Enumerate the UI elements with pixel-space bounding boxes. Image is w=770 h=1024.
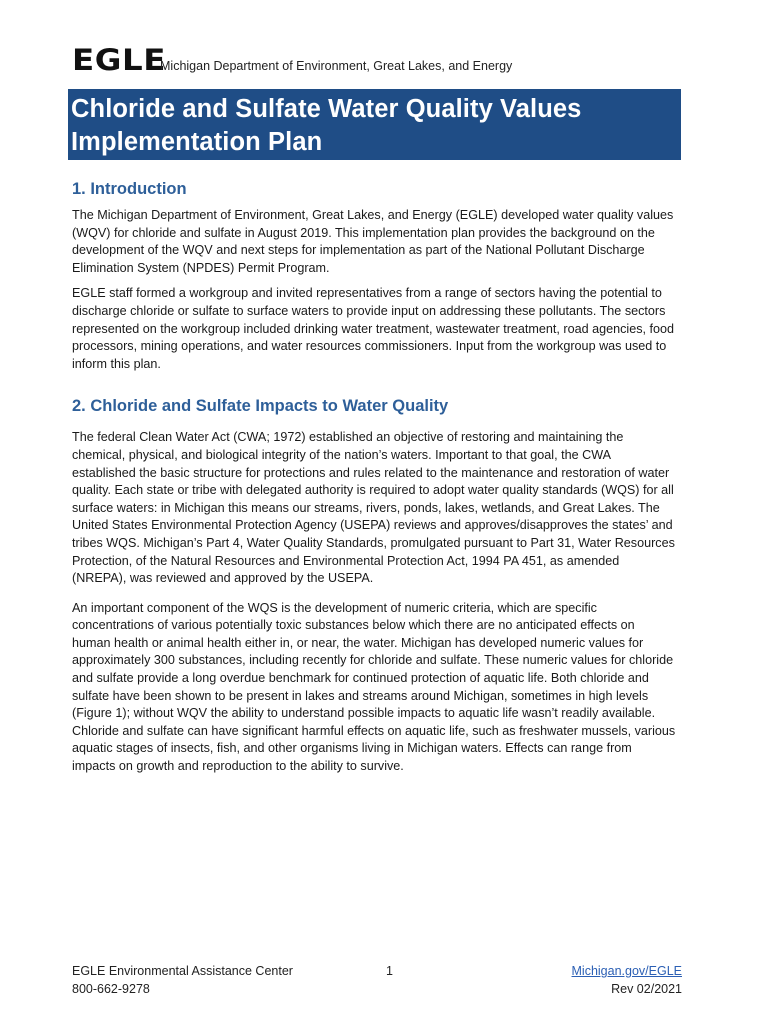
page-number: 1 xyxy=(386,964,393,978)
section-heading-impacts: 2. Chloride and Sulfate Impacts to Water Quality xyxy=(72,397,449,416)
title-banner xyxy=(68,89,681,160)
section-heading-introduction: 1. Introduction xyxy=(72,180,187,198)
document-body xyxy=(72,176,676,776)
paragraph: The federal Clean Water Act (CWA; 1972) established an objective of restoring and maintaining the chemical, physical, and biological integrity of the nation’s waters. Important to that goal, the CWA established the basic structure for protections and rules related to the maintenance and restoration of water quality. Each state or tribe with delegated authority is required to adopt water quality standards (WQS) for all surface waters: in Michigan this means our streams, rivers, ponds, lakes, wetlands, and Great Lakes. The United States Environmental Protection Agency (USEPA) reviews and approves/disapproves the states’ and tribes WQS. Michigan’s Part 4, Water Quality Standards, promulgated pursuant to Part 31, Water Resources Protection, of the Natural Resources and Environmental Protection Act, 1994 PA 451, as amended (NREPA), was reviewed and approved by the USEPA. xyxy=(72,430,675,586)
title-line-1: Chloride and Sulfate Water Quality Values xyxy=(71,95,582,123)
page-header xyxy=(72,43,692,77)
website-link[interactable]: Michigan.gov/EGLE xyxy=(571,964,682,978)
footer-phone: 800-662-9278 xyxy=(72,982,150,996)
page-footer xyxy=(72,962,682,1002)
paragraph: An important component of the WQS is the development of numeric criteria, which are specific concentrations of various potentially toxic substances below which there are no anticipated effects on human health or animal health either in, or near, the water. Michigan has developed numeric values for approximately 300 substances, including recently for chloride and sulfate. These numeric values for chloride and sulfate provide a long overdue benchmark for continued protection of aquatic life. Both chloride and sulfate have been shown to be present in lakes and streams around Michigan, sometimes in high levels (Figure 1); without WQV the ability to understand possible impacts to aquatic life wasn’t readily available. Chloride and sulfate can have significant harmful effects on aquatic life, such as freshwater mussels, various aquatic stages of insects, fish, and other organisms living in Michigan waters. Effects can range from impacts on growth and reproduction to the ability to survive. xyxy=(72,600,676,774)
footer-org: EGLE Environmental Assistance Center xyxy=(72,964,293,978)
paragraph: EGLE staff formed a workgroup and invited representatives from a range of sectors having the potential to discharge chloride or sulfate to surface waters to provide input on addressing these pollutants. The sectors represented on the workgroup included drinking water treatment, wastewater treatment, road agencies, food processors, mining operations, and water resources commissioners. Input from the workgroup was used to inform this plan. xyxy=(72,286,675,371)
egle-logo: EGLE xyxy=(72,43,166,77)
document-title xyxy=(71,93,681,159)
footer-meta xyxy=(572,962,682,998)
department-name: Michigan Department of Environment, Great Lakes, and Energy xyxy=(160,59,513,73)
revision-date: Rev 02/2021 xyxy=(611,982,682,996)
paragraph: The Michigan Department of Environment, Great Lakes, and Energy (EGLE) developed water quality values (WQV) for chloride and sulfate in August 2019. This implementation plan provides the background on the development of the WQV and next steps for implementation as part of the National Pollutant Discharge Elimination System (NPDES) Permit Program. xyxy=(72,208,674,275)
footer-contact xyxy=(72,962,293,998)
title-line-2: Implementation Plan xyxy=(71,128,323,156)
